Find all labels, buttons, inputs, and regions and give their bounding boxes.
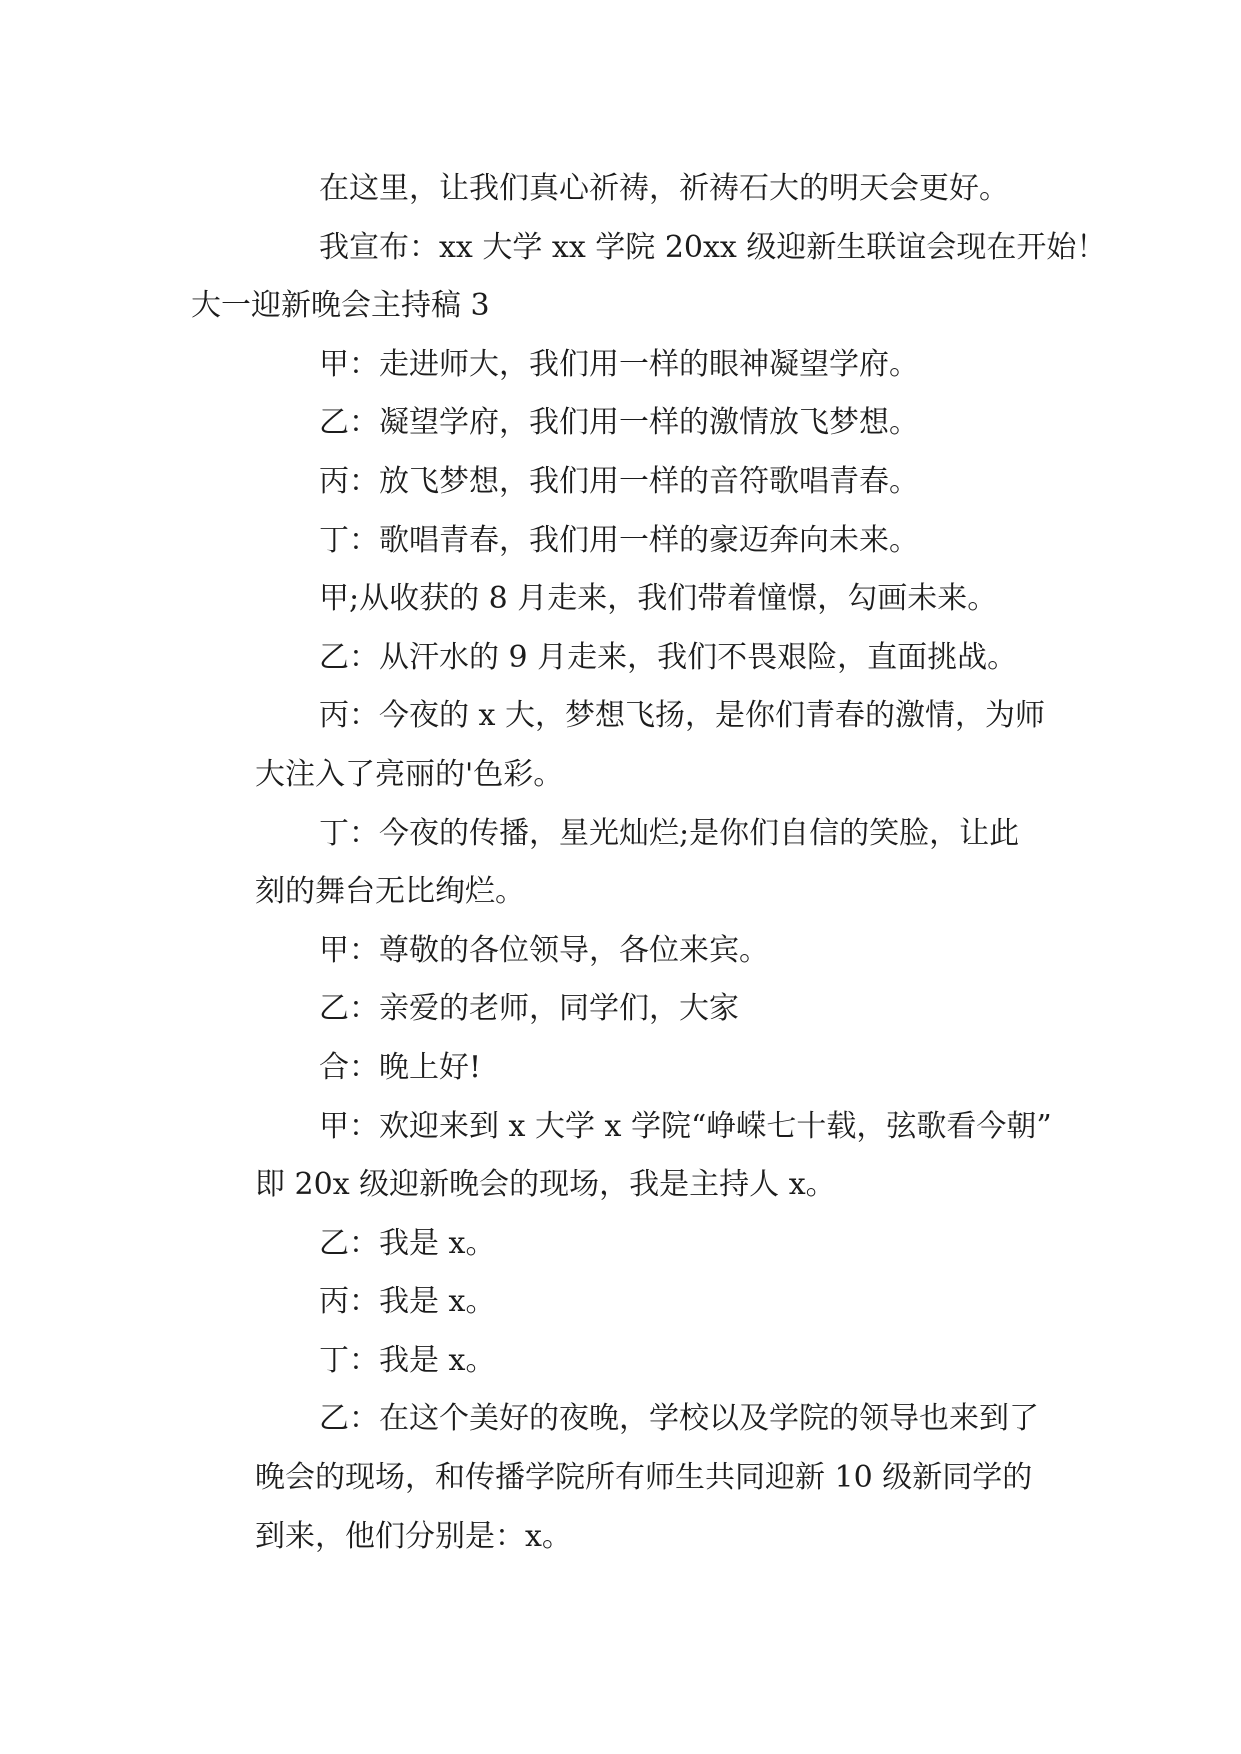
paragraph-line: 丙：今夜的 x 大，梦想飞扬，是你们青春的激情，为师	[319, 698, 1045, 734]
paragraph-line: 丙：放飞梦想，我们用一样的音符歌唱青春。	[319, 463, 919, 499]
paragraph	[191, 687, 1051, 804]
paragraph-line: 在这里，让我们真心祈祷，祈祷石大的明天会更好。	[319, 171, 1009, 206]
paragraph-line: 合：晚上好!	[319, 1049, 482, 1085]
document-body	[191, 160, 1107, 1566]
paragraph	[191, 336, 1051, 395]
paragraph-line: 乙：凝望学府，我们用一样的激情放飞梦想。	[319, 405, 919, 441]
paragraph	[191, 805, 1051, 922]
paragraph-line: 到来，他们分别是：x。	[255, 1518, 572, 1554]
paragraph	[191, 629, 1051, 688]
paragraph-line: 甲：欢迎来到 x 大学 x 学院“峥嵘七十载，弦歌看今朝”	[319, 1108, 1052, 1144]
paragraph-line: 大注入了亮丽的'色彩。	[255, 756, 564, 792]
paragraph	[191, 1273, 1051, 1332]
paragraph-line: 即 20x 级迎新晚会的现场，我是主持人 x。	[255, 1167, 836, 1203]
paragraph-line: 乙：我是 x。	[319, 1225, 496, 1261]
section-heading	[191, 277, 1051, 336]
paragraph-line: 丁：我是 x。	[319, 1342, 496, 1378]
paragraph-line: 甲：尊敬的各位领导，各位来宾。	[319, 932, 769, 968]
paragraph	[191, 1098, 1051, 1215]
paragraph	[191, 512, 1051, 571]
paragraph	[191, 1332, 1051, 1391]
paragraph	[191, 453, 1051, 512]
paragraph	[191, 1215, 1051, 1274]
paragraph-line: 甲;从收获的 8 月走来，我们带着憧憬，勾画未来。	[319, 581, 998, 617]
paragraph	[191, 922, 1051, 981]
paragraph	[191, 1039, 1051, 1098]
paragraph-line: 乙：亲爱的老师，同学们，大家	[319, 991, 739, 1027]
paragraph-line: 刻的舞台无比绚烂。	[255, 874, 525, 910]
paragraph-line: 晚会的现场，和传播学院所有师生共同迎新 10 级新同学的	[255, 1460, 1033, 1496]
paragraph	[191, 980, 1051, 1039]
paragraph	[191, 570, 1051, 629]
paragraph-line: 我宣布：xx 大学 xx 学院 20xx 级迎新生联谊会现在开始！	[319, 229, 1107, 265]
paragraph-line: 丙：我是 x。	[319, 1284, 496, 1320]
paragraph	[191, 160, 1051, 219]
paragraph	[191, 219, 1107, 278]
paragraph-line: 乙：从汗水的 9 月走来，我们不畏艰险，直面挑战。	[319, 639, 1018, 675]
heading-text: 大一迎新晚会主持稿 3	[191, 288, 490, 324]
paragraph-line: 乙：在这个美好的夜晚，学校以及学院的领导也来到了	[319, 1401, 1039, 1437]
paragraph	[191, 1390, 1051, 1566]
paragraph-line: 丁：今夜的传播，星光灿烂;是你们自信的笑脸，让此	[319, 815, 1020, 851]
paragraph	[191, 394, 1051, 453]
paragraph-line: 丁：歌唱青春，我们用一样的豪迈奔向未来。	[319, 522, 919, 558]
paragraph-line: 甲：走进师大，我们用一样的眼神凝望学府。	[319, 346, 919, 382]
